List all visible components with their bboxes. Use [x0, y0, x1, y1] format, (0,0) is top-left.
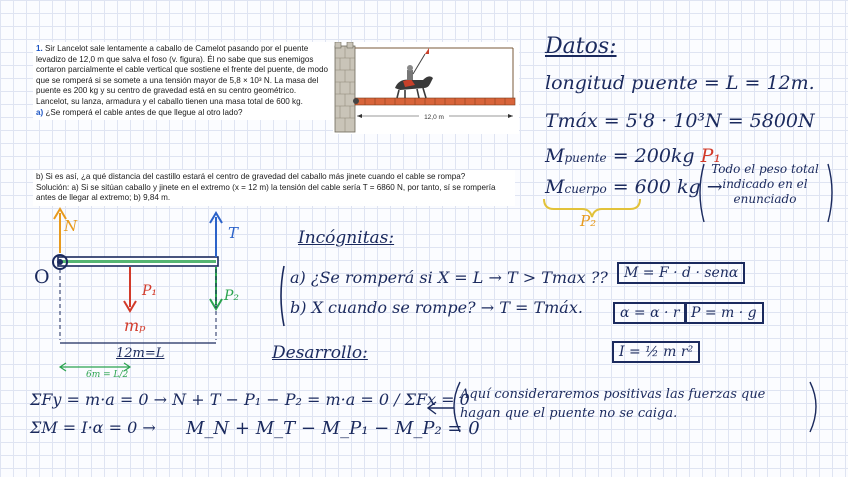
half-length-label: 6m = L/2	[86, 370, 129, 380]
p2-tag: P₂	[580, 212, 597, 230]
mass-bridge-value: = 200kg	[612, 145, 695, 167]
question-b-label: b)	[36, 172, 44, 181]
problem-continuation	[33, 170, 515, 206]
moment-equation-left: ΣM = I·α = 0 →	[30, 418, 156, 437]
moment-formula: M = F · d · senα	[617, 262, 745, 284]
normal-force-label: N	[64, 217, 78, 235]
question-b: Si es así, ¿a qué distancia del castillo estará el centro de gravedad del caballo más jinete cuando el cable se rompa?	[45, 172, 466, 181]
desarrollo-title: Desarrollo:	[272, 343, 368, 363]
p2-label: P₂	[224, 288, 240, 304]
p1-label: P₁	[142, 283, 158, 299]
problem-text: Sir Lancelot sale lentamente a caballo de Camelot pasando por el puente levadizo de 12,0 m que salva el foso (v. figura). Él no sabe que sus enemigos cortaron parcialmente el cable vertical que sostiene el frente del puente, de modo que se romperá si se somete a una tensión mayor de 5,8 × 10³ N. La masa del puente es 200 kg y su centro de gravedad está en su centro geométrico. Lancelot, su lanza, armadura y el caballo tienen una masa total de 600 kg.	[36, 44, 328, 106]
incognita-b: b) X cuando se rompe? → T = Tmáx.	[290, 298, 583, 317]
mass-body-value: = 600 kg	[612, 176, 701, 198]
length-label: 12m=L	[116, 346, 165, 361]
force-equation: ΣFy = m·a = 0 → N + T − P₁ − P₂ = m·a = 0 / ΣFx = 0	[30, 390, 470, 409]
datos-tmax: Tmáx = 5'8 · 10³N = 5800N	[545, 110, 815, 132]
problem-number: 1.	[36, 44, 43, 53]
comment-text: Aquí consideraremos positivas las fuerzas que hagan que el puente no se caiga.	[460, 387, 766, 421]
datos-mass-bridge	[545, 145, 721, 167]
mass-bridge-tag: P₁	[700, 145, 722, 167]
mp-label: mₚ	[124, 316, 146, 335]
knight-icon	[395, 48, 433, 98]
incognitas-title: Incógnitas:	[298, 228, 395, 248]
bridge-figure	[333, 42, 519, 134]
mass-body-symbol: M	[545, 176, 565, 198]
inertia-formula: I = ½ m r²	[612, 341, 700, 363]
question-a: ¿Se romperá el cable antes de que llegue al otro lado?	[45, 107, 243, 117]
question-a-label: a)	[36, 107, 44, 117]
datos-length: longitud puente = L = 12m.	[545, 72, 815, 94]
torque-formula: α = α · r	[613, 302, 687, 324]
problem-statement	[33, 42, 333, 120]
datos-title: Datos:	[545, 34, 617, 59]
solution-text: Solución: a) Si se sitúan caballo y jinete en el extremo (x = 12 m) la tensión del cable sería T = 6860 N, por tanto, sí se rompería antes de llegar al extremo; b) 9,84 m.	[36, 182, 496, 203]
bridge-figure-drawing	[333, 42, 519, 134]
tension-label: T	[228, 224, 239, 242]
moment-equation-right: M_N + M_T − M_P₁ − M_P₂ = 0	[186, 418, 480, 439]
origin-label: O	[34, 266, 50, 288]
mass-body-subscript: cuerpo	[564, 182, 607, 196]
mass-bridge-subscript: puente	[564, 151, 607, 165]
note-text: Todo el peso total indicado en el enunciado	[711, 162, 819, 206]
datos-mass-body: Mcuerpo = 600 kg →	[545, 176, 723, 198]
incognitas-bracket	[276, 264, 286, 328]
mass-bridge-symbol: M	[545, 145, 565, 167]
weight-formula: P = m · g	[684, 302, 764, 324]
figure-length-label: 12,0 m	[424, 114, 444, 121]
incognita-a: a) ¿Se romperá si X = L → T > Tmax ??	[290, 268, 608, 287]
